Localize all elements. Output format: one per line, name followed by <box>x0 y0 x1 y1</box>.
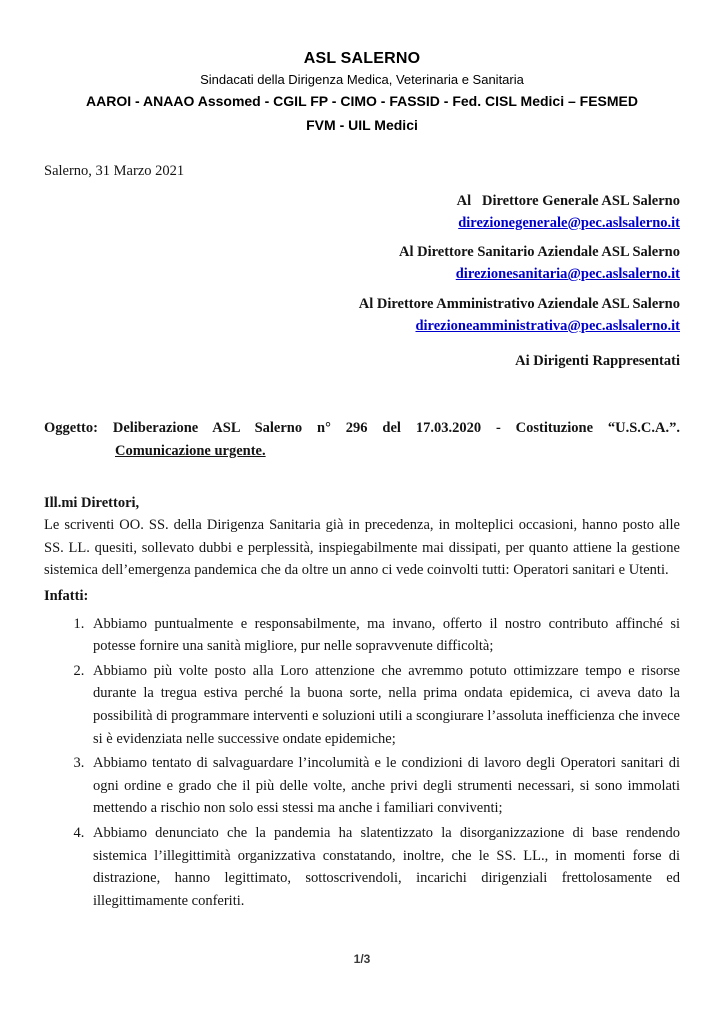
date-line: Salerno, 31 Marzo 2021 <box>44 162 185 179</box>
subject-block <box>44 417 680 462</box>
recipients-block <box>44 191 680 373</box>
recipient-label: Al Direttore Amministrativo Aziendale ASL Salerno <box>358 295 680 312</box>
numbered-points-list <box>44 613 680 913</box>
page-number: 1/3 <box>353 952 371 966</box>
recipient-director-general <box>44 191 680 235</box>
list-item: 3. Abbiamo tentato di salvaguardare l’incolumità e le condizioni di lavoro degli Operatori sanitari di ogni ordine e grado che il più delle volte, anche privi degli strumenti necessari, si sono immolati mettendo a rischio non solo essi stessi ma anche i familiari conviventi; <box>88 752 680 820</box>
list-item: 4. Abbiamo denunciato che la pandemia ha slatentizzato la disorganizzazione di base rendendo sistemica l’illegittimità organizzativa constatando, inoltre, che le SS. LL., in momenti forse di distrazione, hanno legittimato, sottoscrivendoli, incarichi dirigenziali frettolosamente ed illegittimamente conferiti. <box>88 822 680 912</box>
recipient-dirigenti <box>44 351 680 373</box>
subject-line-2 <box>44 440 680 462</box>
unions-line-2: FVM - UIL Medici <box>306 116 418 133</box>
recipient-label: Al Direttore Generale ASL Salerno <box>456 192 680 209</box>
subject-line-1 <box>44 417 680 439</box>
subject-text: Deliberazione ASL Salerno n° 296 del 17.03.2020 - Costituzione “U.S.C.A.”. <box>112 420 680 437</box>
subject-urgent-note: Comunicazione urgente. <box>115 442 266 459</box>
recipient-director-amministrativo <box>44 294 680 338</box>
salutation: Ill.mi Direttori, <box>44 494 140 511</box>
recipient-label: Ai Dirigenti Rappresentati <box>515 353 680 370</box>
recipient-email-link[interactable]: direzionesanitaria@pec.aslsalerno.it <box>455 266 680 283</box>
organization-subtitle: Sindacati della Dirigenza Medica, Veterinaria e Sanitaria <box>200 72 524 87</box>
list-item: 1. Abbiamo puntualmente e responsabilmente, ma invano, offerto il nostro contributo affinché si potesse fornire una sanità migliore, pur nelle sopravvenute difficoltà; <box>88 613 680 658</box>
recipient-email-link[interactable]: direzionegenerale@pec.aslsalerno.it <box>458 214 680 231</box>
unions-line-1: AAROI - ANAAO Assomed - CGIL FP - CIMO - FASSID - Fed. CISL Medici – FESMED <box>85 93 638 109</box>
infatti-label: Infatti: <box>44 587 89 604</box>
recipient-director-sanitario <box>44 242 680 286</box>
subject-label: Oggetto: <box>44 420 98 437</box>
letterhead <box>44 50 680 135</box>
organization-title: ASL SALERNO <box>303 50 421 67</box>
recipient-label: Al Direttore Sanitario Aziendale ASL Salerno <box>398 244 680 261</box>
recipient-email-link[interactable]: direzioneamministrativa@pec.aslsalerno.it <box>415 317 680 334</box>
list-item: 2. Abbiamo più volte posto alla Loro attenzione che avremmo potuto ottimizzare tempo e risorse durante la tregua estiva perché la buona sorte, nella prima ondata epidemica, ci aveva dato la possibilità di programmare interventi e soluzioni utili a scongiurare l’assoluta inefficienza che invece si è evidenziata nelle successive ondate epidemiche; <box>88 660 680 750</box>
intro-paragraph: Le scriventi OO. SS. della Dirigenza Sanitaria già in precedenza, in molteplici occasioni, hanno posto alle SS. LL. quesiti, sollevato dubbi e perplessità, inspiegabilmente mai dissipati, per quanto attiene la gestione sistemica dell’emergenza pandemica che da oltre un anno ci vede coinvolti tutti: Operatori sanitari e Utenti. <box>44 516 680 579</box>
